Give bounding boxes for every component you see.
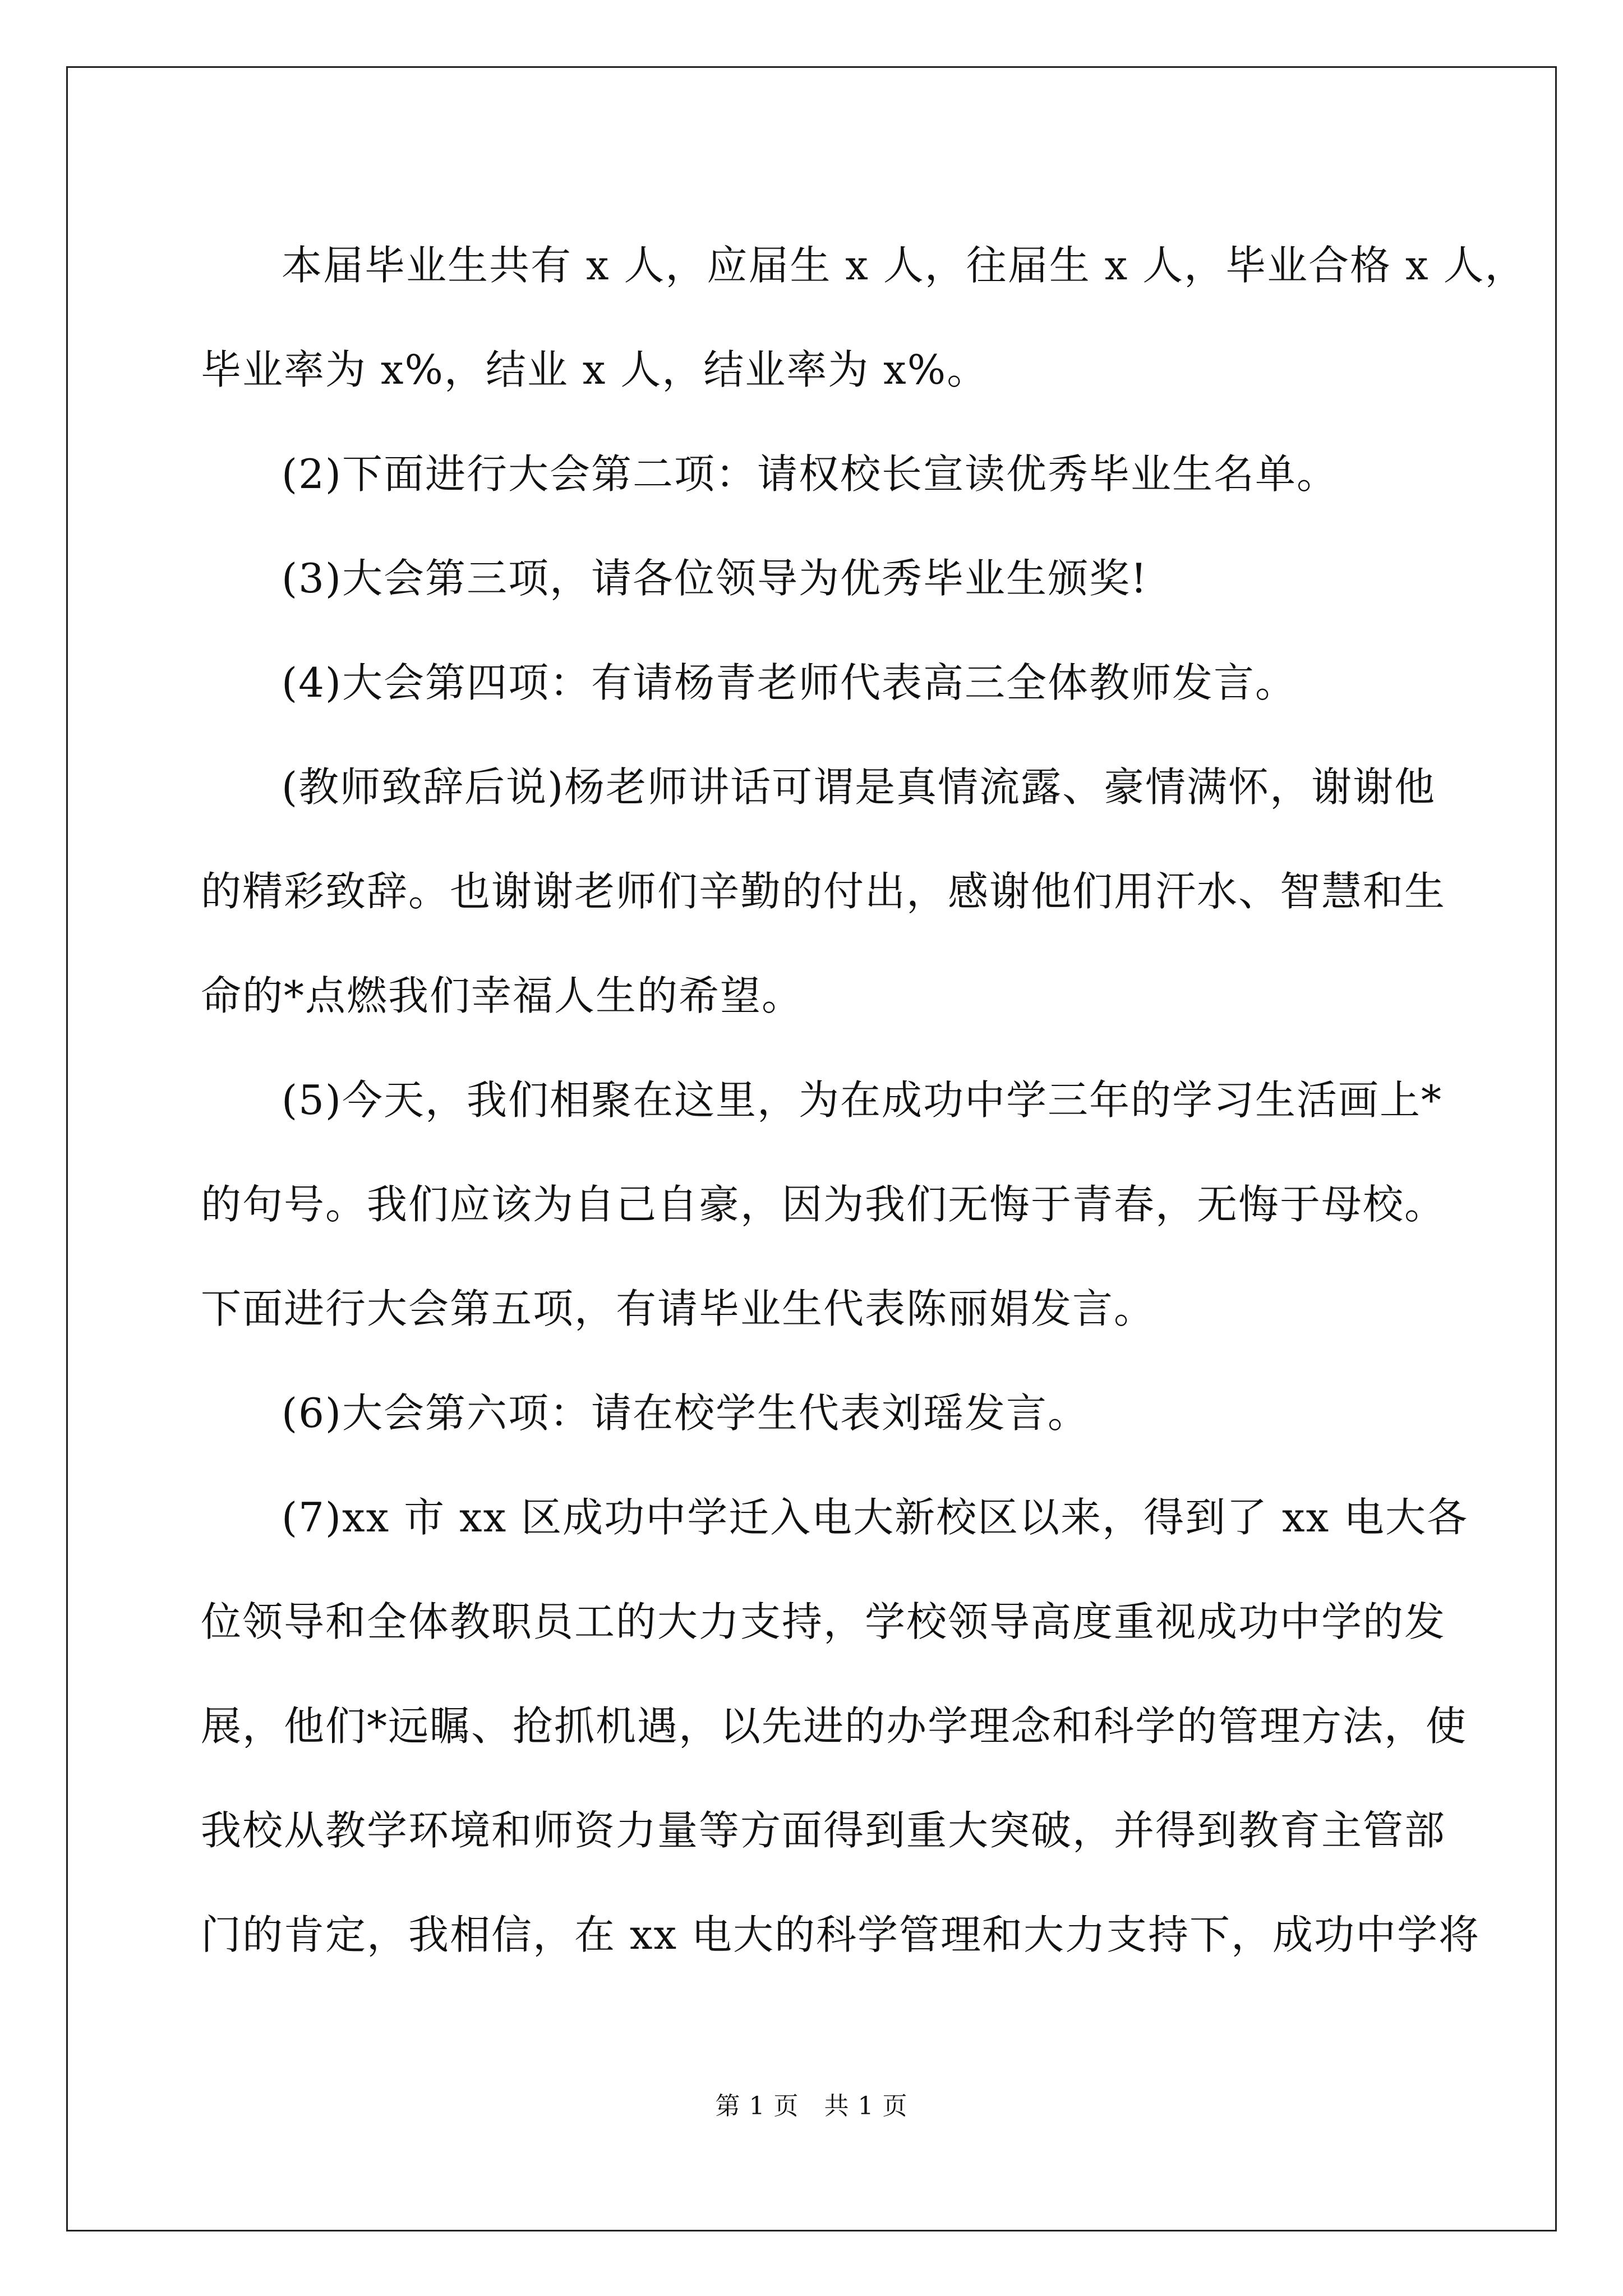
text-line: 命的*点燃我们幸福人生的希望。 xyxy=(201,972,804,1019)
text-line: 下面进行大会第五项，有请毕业生代表陈丽娟发言。 xyxy=(201,1285,1156,1332)
text-line: 毕业率为 x%，结业 x 人，结业率为 x%。 xyxy=(201,346,989,393)
text-line: (教师致辞后说)杨老师讲话可谓是真情流露、豪情满怀，谢谢他 xyxy=(282,763,1436,811)
text-line: 本届毕业生共有 x 人，应届生 x 人，往届生 x 人，毕业合格 x 人， xyxy=(282,242,1527,289)
text-line: (4)大会第四项：有请杨青老师代表高三全体教师发言。 xyxy=(282,659,1297,706)
paragraph-teacher-remarks xyxy=(201,735,1446,1048)
text-line: (7)xx 市 xx 区成功中学迁入电大新校区以来，得到了 xx 电大各 xyxy=(282,1494,1469,1541)
document-body xyxy=(201,213,1527,1987)
text-line: (5)今天，我们相聚在这里，为在成功中学三年的学习生活画上* xyxy=(282,1076,1442,1124)
text-line: 门的肯定，我相信，在 xx 电大的科学管理和大力支持下，成功中学将 xyxy=(201,1911,1480,1958)
text-line: (3)大会第三项，请各位领导为优秀毕业生颁奖! xyxy=(282,555,1148,602)
paragraph-item-4 xyxy=(201,631,1429,735)
text-line: (2)下面进行大会第二项：请权校长宣读优秀毕业生名单。 xyxy=(282,450,1338,498)
text-line: 的精彩致辞。也谢谢老师们辛勤的付出，感谢他们用汗水、智慧和生 xyxy=(201,868,1446,915)
paragraph-item-7 xyxy=(201,1465,1480,1987)
text-line: 位领导和全体教职员工的大力支持，学校领导高度重视成功中学的发 xyxy=(201,1598,1446,1645)
paragraph-item-3 xyxy=(201,526,1429,631)
text-line: 展，他们*远瞩、抢抓机遇，以先进的办学理念和科学的管理方法，使 xyxy=(201,1703,1468,1750)
text-line: 的句号。我们应该为自己自豪，因为我们无悔于青春，无悔于母校。 xyxy=(201,1181,1446,1228)
paragraph-graduate-stats xyxy=(201,213,1527,422)
page-number-footer: 第 1 页 共 1 页 xyxy=(715,2092,908,2120)
text-line: 我校从教学环境和师资力量等方面得到重大突破，并得到教育主管部 xyxy=(201,1807,1446,1854)
paragraph-item-6 xyxy=(201,1361,1429,1465)
paragraph-item-2 xyxy=(201,422,1429,526)
paragraph-item-5 xyxy=(201,1048,1446,1361)
text-line: (6)大会第六项：请在校学生代表刘瑶发言。 xyxy=(282,1389,1089,1437)
